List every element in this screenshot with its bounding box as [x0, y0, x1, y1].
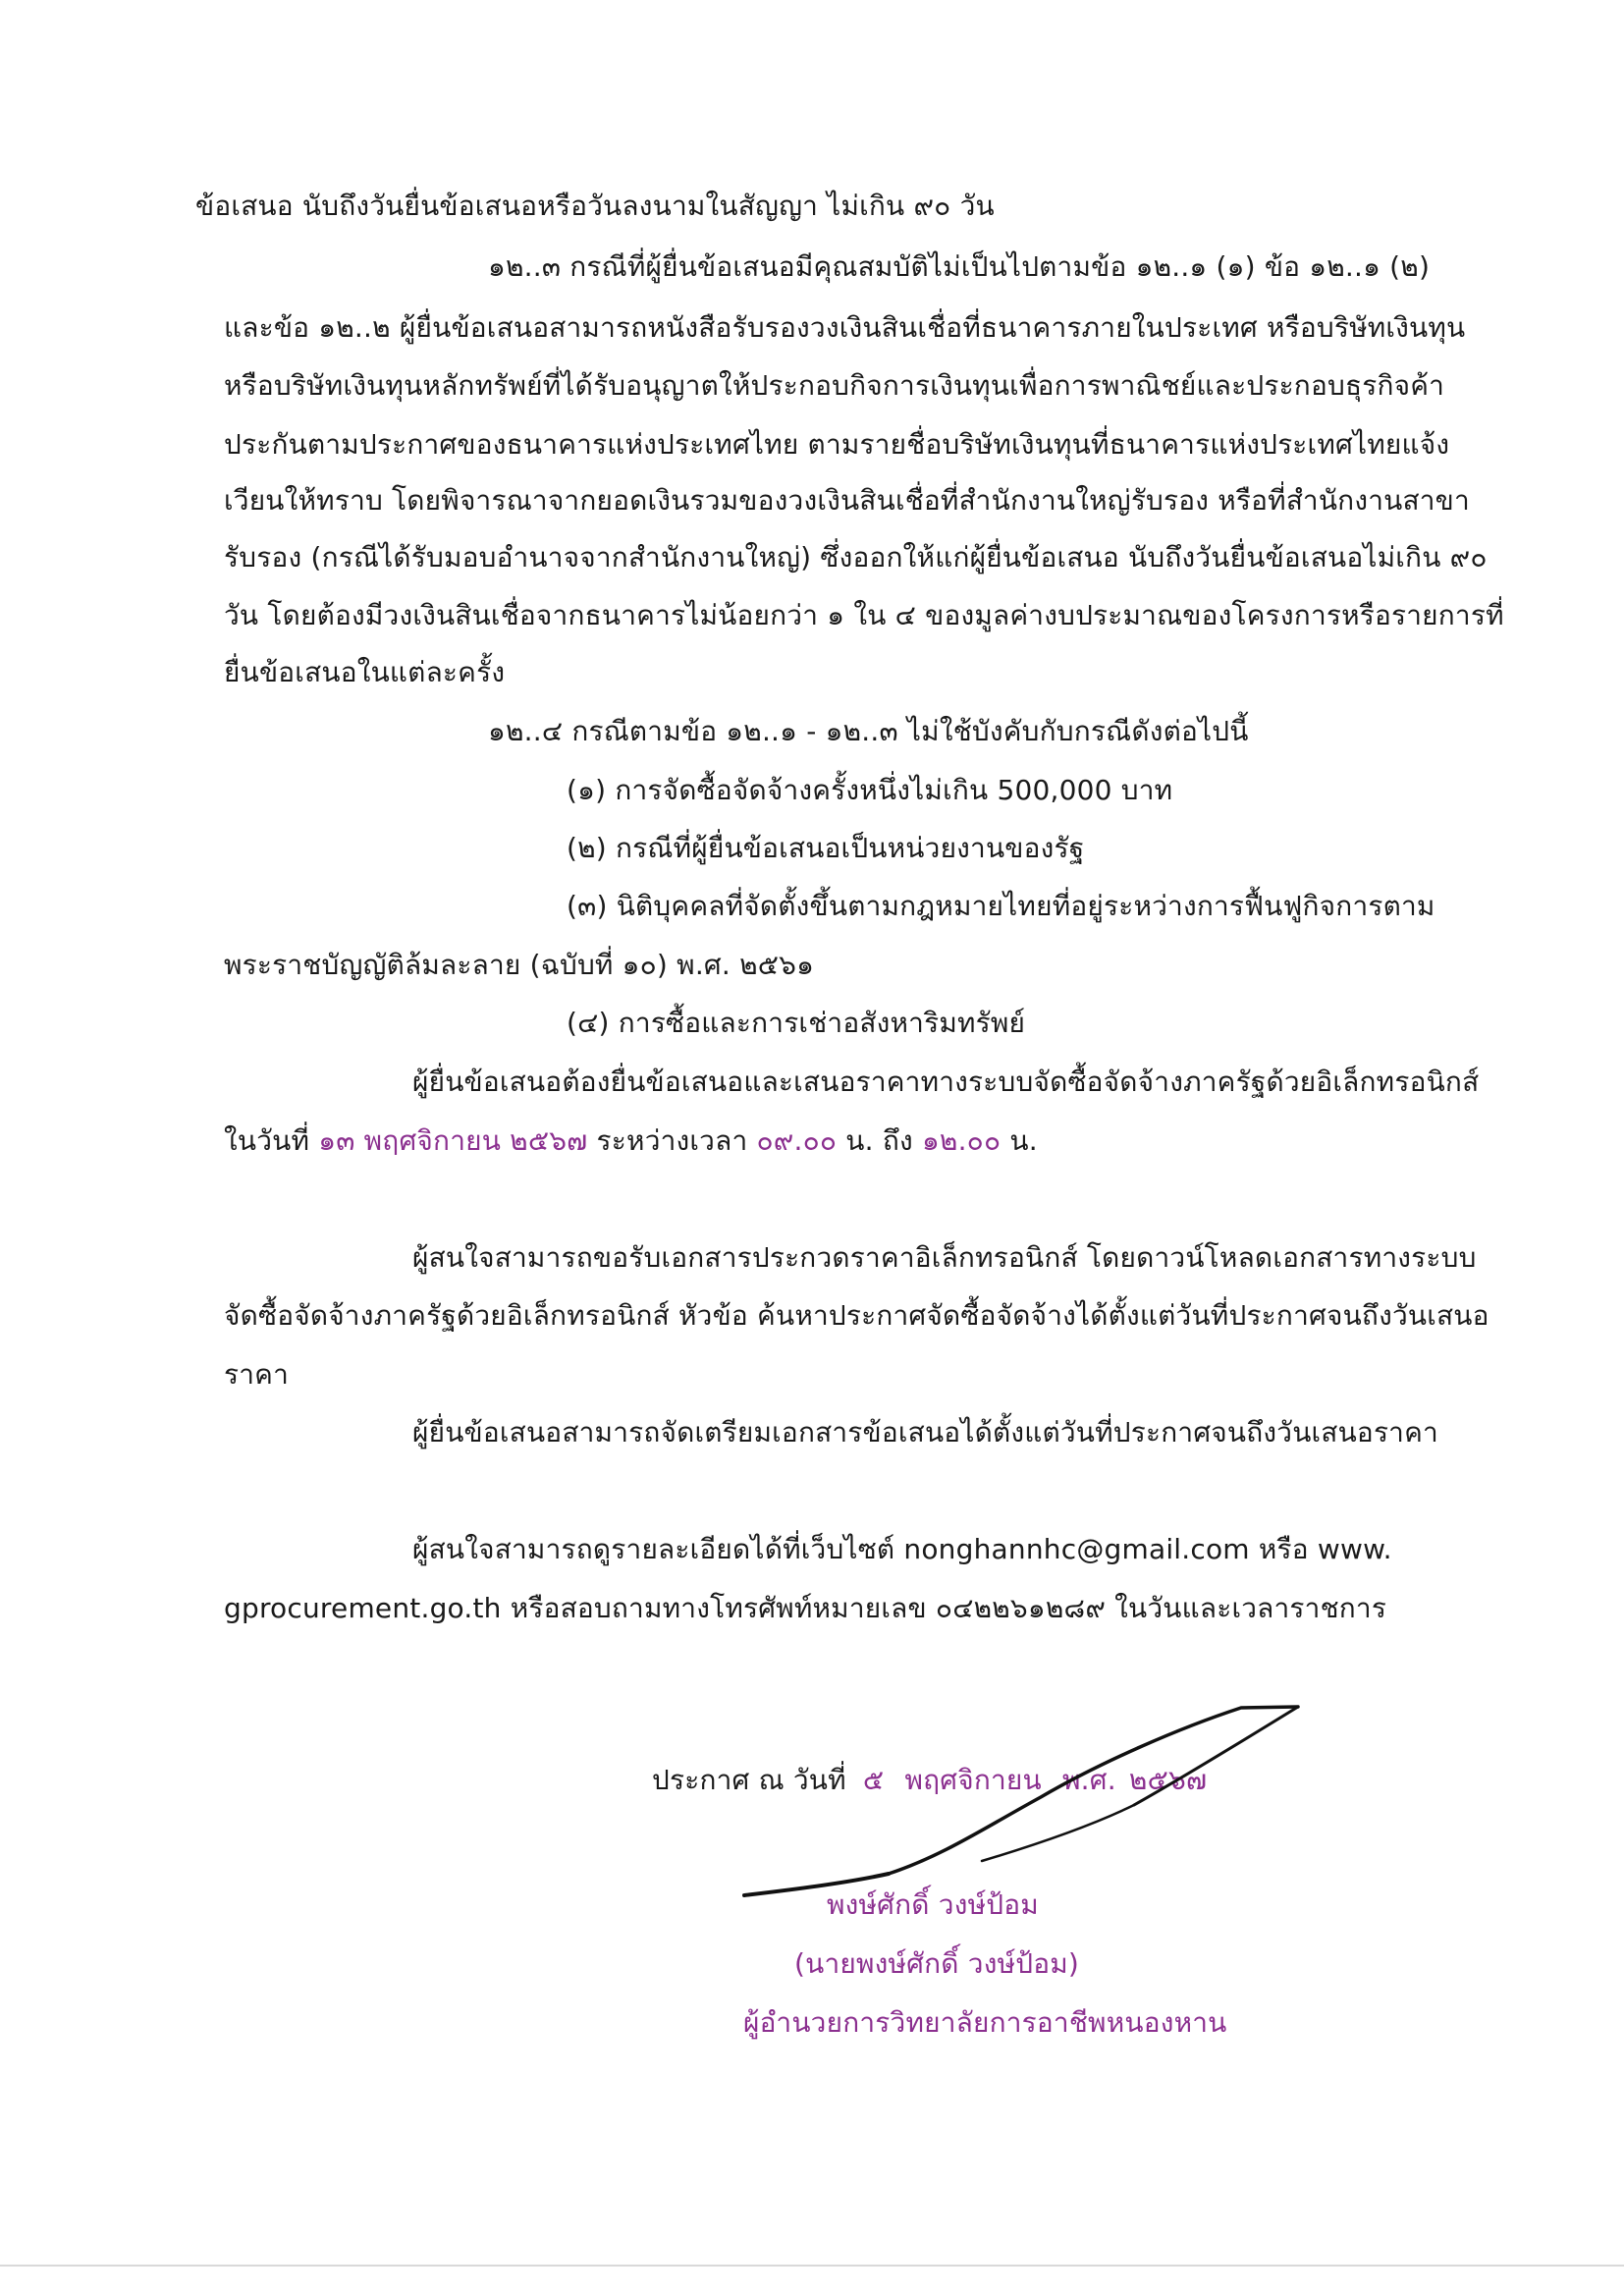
paragraph-line: ประกันตามประกาศของธนาคารแห่งประเทศไทย ตามรายชื่อบริษัทเงินทุนที่ธนาคารแห่งประเทศไทยแจ้ง [224, 428, 1450, 461]
text-span: น. [1001, 1124, 1038, 1157]
paragraph-line: gprocurement.go.th หรือสอบถามทางโทรศัพท์หมายเลข ๐๔๒๒๖๑๒๘๙ ในวันและเวลาราชการ [224, 1592, 1387, 1624]
signatory-position: ผู้อำนวยการวิทยาลัยการอาชีพหนองหาน [743, 2006, 1227, 2039]
paragraph-line: ๑๒..๔ กรณีตามข้อ ๑๒..๑ - ๑๒..๓ ไม่ใช้บังคับกับกรณีดังต่อไปนี้ [488, 715, 1249, 747]
paragraph-line: เวียนให้ทราบ โดยพิจารณาจากยอดเงินรวมของวงเงินสินเชื่อที่สำนักงานใหญ่รับรอง หรือที่สำนักงานสาขา [224, 484, 1470, 517]
paragraph-line: วัน โดยต้องมีวงเงินสินเชื่อจากธนาคารไม่น้อยกว่า ๑ ใน ๔ ของมูลค่างบประมาณของโครงการหรือรายการที่ [224, 599, 1504, 631]
announcement-month: พฤศจิกายน [904, 1764, 1042, 1796]
paragraph-line: ผู้ยื่นข้อเสนอต้องยื่นข้อเสนอและเสนอราคาทางระบบจัดซื้อจัดจ้างภาครัฐด้วยอิเล็กทรอนิกส์ [412, 1066, 1480, 1098]
paragraph-line: ผู้ยื่นข้อเสนอสามารถจัดเตรียมเอกสารข้อเสนอได้ตั้งแต่วันที่ประกาศจนถึงวันเสนอราคา [412, 1416, 1438, 1449]
list-item: (๓) นิติบุคคลที่จัดตั้งขึ้นตามกฎหมายไทยที่อยู่ระหว่างการฟื้นฟูกิจการตาม [567, 890, 1435, 922]
paragraph-line: ราคา [224, 1358, 290, 1391]
announcement-date [652, 1761, 1207, 1800]
start-time: ๐๙.๐๐ [756, 1124, 838, 1157]
scan-edge-divider [0, 2265, 1624, 2267]
end-time: ๑๒.๐๐ [921, 1124, 1001, 1157]
paragraph-line: ยื่นข้อเสนอในแต่ละครั้ง [224, 656, 506, 688]
list-item: (๔) การซื้อและการเช่าอสังหาริมทรัพย์ [567, 1007, 1026, 1039]
paragraph-line: ๑๒..๓ กรณีที่ผู้ยื่นข้อเสนอมีคุณสมบัติไม่เป็นไปตามข้อ ๑๒..๑ (๑) ข้อ ๑๒..๑ (๒) [488, 250, 1431, 283]
paragraph-line: พระราชบัญญัติล้มละลาย (ฉบับที่ ๑๐) พ.ศ. ๒๕๖๑ [224, 949, 815, 981]
paragraph-line: และข้อ ๑๒..๒ ผู้ยื่นข้อเสนอสามารถหนังสือรับรองวงเงินสินเชื่อที่ธนาคารภายในประเทศ หรือบริษัทเงินทุน [224, 311, 1466, 344]
announcement-year: ๒๕๖๗ [1128, 1764, 1208, 1796]
text-span: ในวันที่ [224, 1124, 319, 1157]
paragraph-line: ข้อเสนอ นับถึงวันยื่นข้อเสนอหรือวันลงนามในสัญญา ไม่เกิน ๙๐ วัน [195, 190, 995, 222]
signatory-full-name: (นายพงษ์ศักดิ์ วงษ์ป้อม) [794, 1947, 1080, 1980]
text-span: ระหว่างเวลา [587, 1124, 757, 1157]
signatory-name: พงษ์ศักดิ์ วงษ์ป้อม [827, 1888, 1039, 1921]
announcement-label: ประกาศ ณ วันที่ [652, 1764, 846, 1796]
paragraph-line: ผู้สนใจสามารถขอรับเอกสารประกวดราคาอิเล็กทรอนิกส์ โดยดาวน์โหลดเอกสารทางระบบ [412, 1241, 1477, 1274]
paragraph-line: รับรอง (กรณีได้รับมอบอำนาจจากสำนักงานใหญ่) ซึ่งออกให้แก่ผู้ยื่นข้อเสนอ นับถึงวันยื่นข้อเสนอไม่เกิน ๙๐ [224, 541, 1488, 574]
paragraph-line: ผู้สนใจสามารถดูรายละเอียดได้ที่เว็บไซต์ nonghannhc@gmail.com หรือ www. [412, 1533, 1392, 1565]
submission-date-line [224, 1121, 1038, 1161]
text-span: น. ถึง [837, 1124, 922, 1157]
list-item: (๒) กรณีที่ผู้ยื่นข้อเสนอเป็นหน่วยงานของรัฐ [567, 832, 1085, 864]
paragraph-line: หรือบริษัทเงินทุนหลักทรัพย์ที่ได้รับอนุญาตให้ประกอบกิจการเงินทุนเพื่อการพาณิชย์และประกอบธุรกิจค้า [224, 369, 1445, 402]
list-item: (๑) การจัดซื้อจัดจ้างครั้งหนึ่งไม่เกิน 500,000 บาท [567, 774, 1173, 806]
announcement-era: พ.ศ. [1061, 1764, 1116, 1796]
paragraph-line: จัดซื้อจัดจ้างภาครัฐด้วยอิเล็กทรอนิกส์ หัวข้อ ค้นหาประกาศจัดซื้อจัดจ้างได้ตั้งแต่วันที่ประกาศจนถึงวันเสนอ [224, 1299, 1489, 1332]
announcement-day: ๕ [862, 1764, 885, 1796]
submission-date: ๑๓ พฤศจิกายน ๒๕๖๗ [318, 1124, 588, 1157]
